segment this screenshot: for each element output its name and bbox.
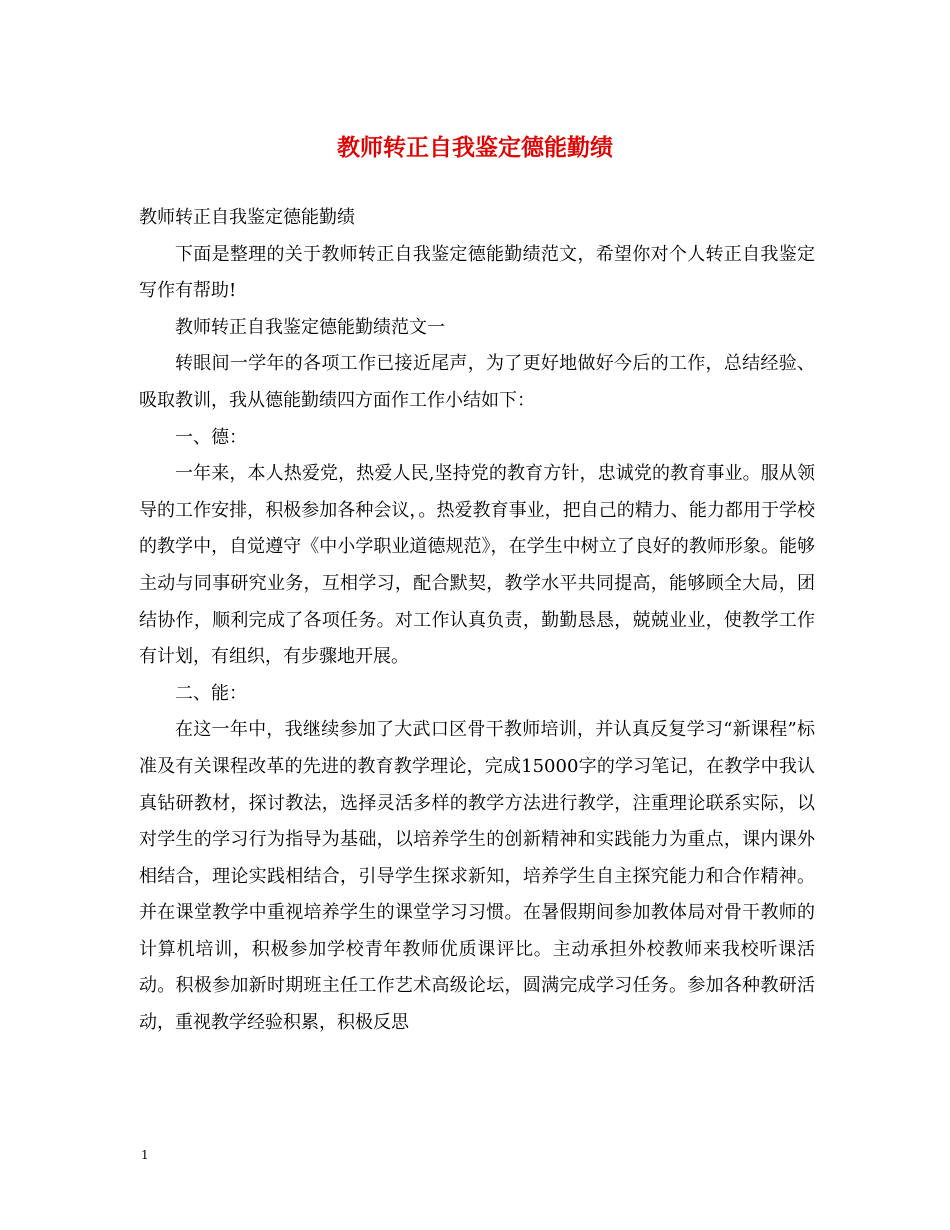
document-title: 教师转正自我鉴定德能勤绩 xyxy=(337,134,613,161)
page-number: 1 xyxy=(141,1148,149,1162)
paragraph-heading: 教师转正自我鉴定德能勤绩 xyxy=(139,207,355,228)
section-heading-de: 一、德： xyxy=(175,426,247,448)
paragraph-neng: 在这一年中，我继续参加了大武口区骨干教师培训，并认真反复学习“新课程”标准及有关课程改革的先进的教育教学理论，完成15000字的学习笔记，在教学中我认真钻研教材，探讨教法，选择灵活多样的教学方法进行教学，注重理论联系实际，以对学生的学习行为指导为基础，以培养学生的创新精神和实践能力为重点，课内课外相结合，理论实践相结合，引导学生探求新知，培养学生自主探究能力和合作精神。并在课堂教学中重视培养学生的课堂学习习惯。在暑假期间参加教体局对骨干教师的计算机培训，积极参加学校青年教师优质课评比。主动承担外校教师来我校听课活动。积极参加新时期班主任工作艺术高级论坛，圆满完成学习任务。参加各种教研活动，重视教学经验积累，积极反思 xyxy=(139,719,815,1034)
document-body xyxy=(139,200,815,1042)
paragraph-sample-title: 教师转正自我鉴定德能勤绩范文一 xyxy=(175,316,445,338)
section-heading-neng: 二、能： xyxy=(175,682,247,704)
paragraph-intro: 下面是整理的关于教师转正自我鉴定德能勤绩范文，希望你对个人转正自我鉴定写作有帮助! xyxy=(139,243,815,302)
paragraph-de: 一年来，本人热爱党，热爱人民,坚持党的教育方针，忠诚党的教育事业。服从领导的工作安排，积极参加各种会议，。热爱教育事业，把自己的精力、能力都用于学校的教学中，自觉遵守《中小学职业道德规范》，在学生中树立了良好的教师形象。能够主动与同事研究业务，互相学习，配合默契，教学水平共同提高，能够顾全大局，团结协作，顺利完成了各项任务。对工作认真负责，勤勤恳恳，兢兢业业，使教学工作有计划，有组织，有步骤地开展。 xyxy=(139,463,815,668)
paragraph-opening: 转眼间一学年的各项工作已接近尾声，为了更好地做好今后的工作，总结经验、吸取教训，我从德能勤绩四方面作工作小结如下： xyxy=(139,353,815,411)
